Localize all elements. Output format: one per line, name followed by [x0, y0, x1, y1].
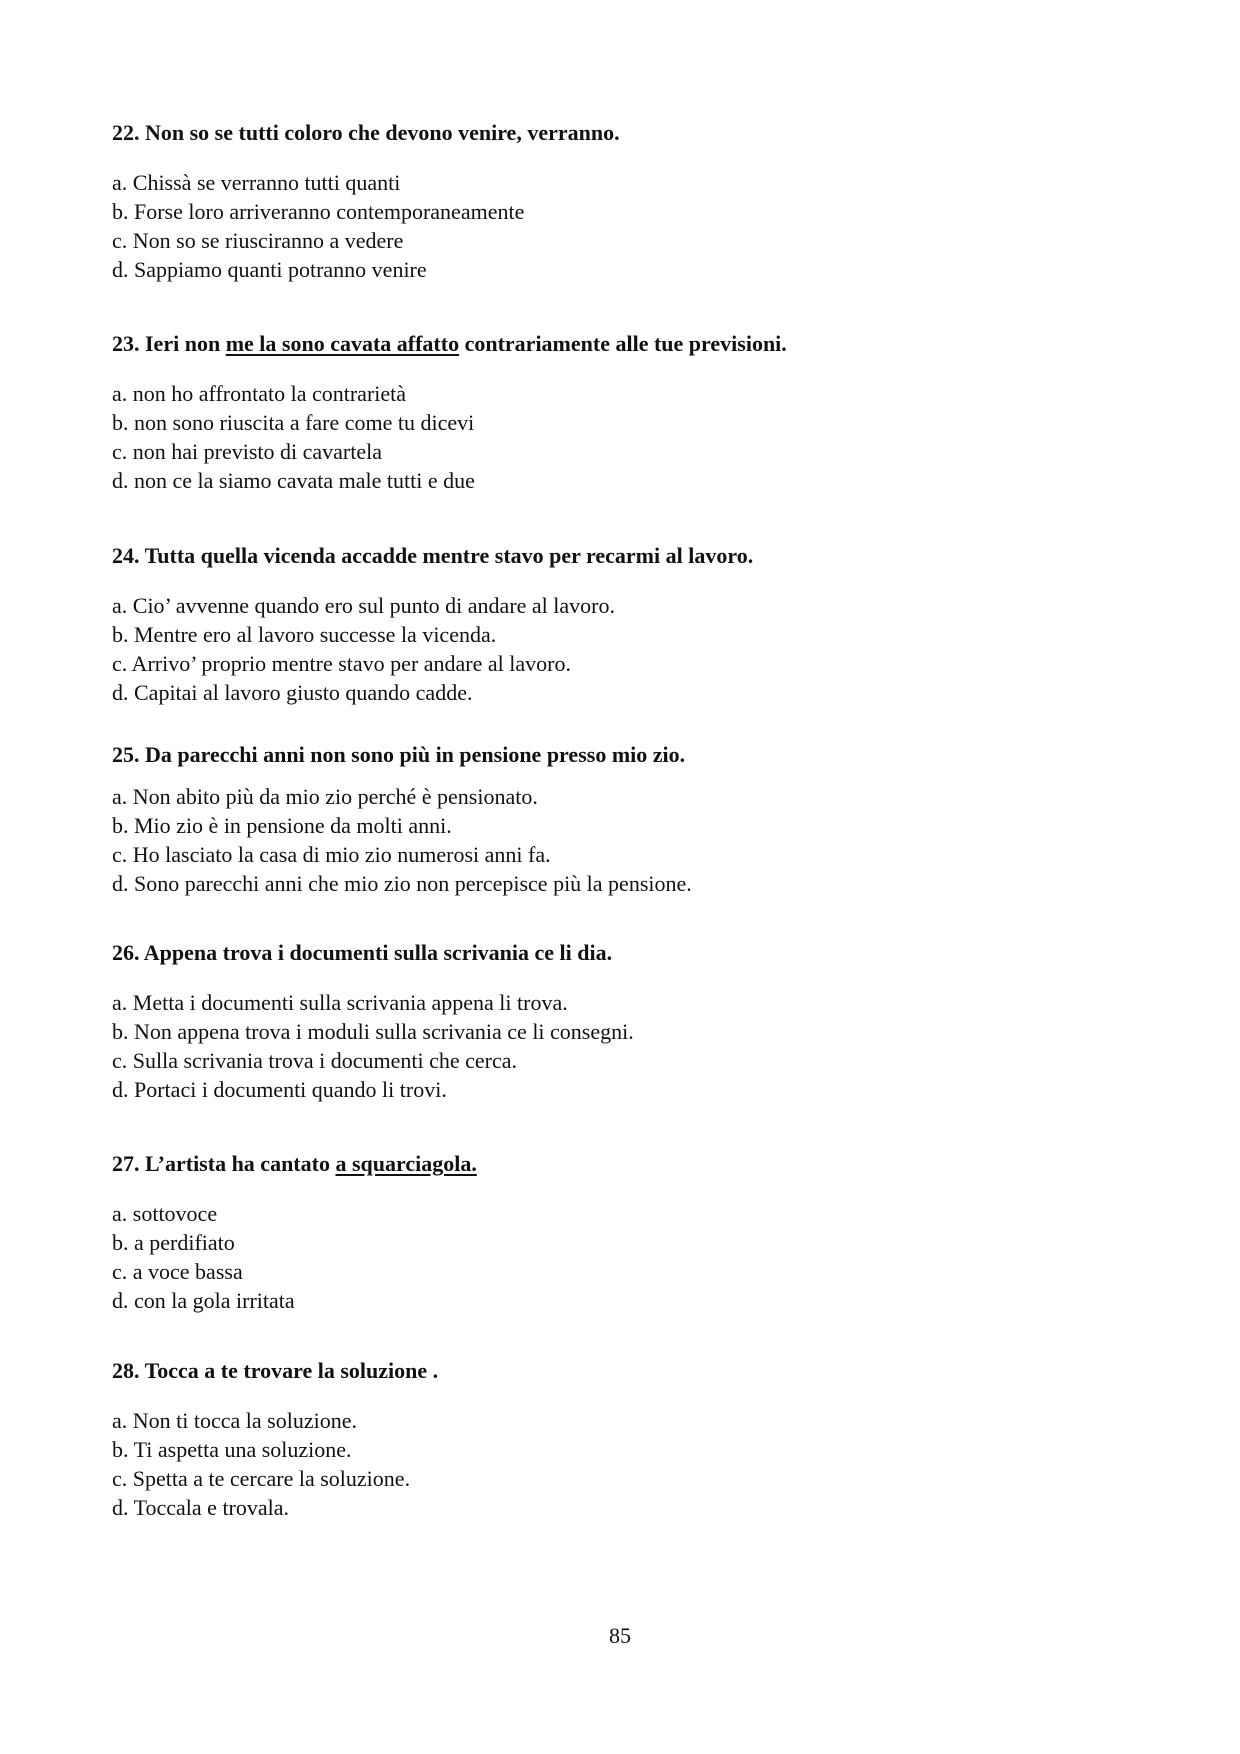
option-c: c. a voce bassa [112, 1259, 243, 1284]
question-23 [112, 331, 1152, 495]
answer-options [112, 782, 1152, 898]
option-b: b. a perdifiato [112, 1230, 235, 1255]
question-stem: 24. Tutta quella vicenda accadde mentre stavo per recarmi al lavoro. [112, 543, 754, 568]
option-c: c. Arrivo’ proprio mentre stavo per andare al lavoro. [112, 651, 571, 676]
option-b: b. Non appena trova i moduli sulla scrivania ce li consegni. [112, 1019, 634, 1044]
option-a: a. Non ti tocca la soluzione. [112, 1408, 357, 1433]
option-c: c. Sulla scrivania trova i documenti che cerca. [112, 1048, 517, 1073]
option-d: d. Sono parecchi anni che mio zio non percepisce più la pensione. [112, 871, 692, 896]
option-c: c. Non so se riusciranno a vedere [112, 228, 404, 253]
option-b: b. Mentre ero al lavoro successe la vicenda. [112, 622, 497, 647]
option-c: c. Spetta a te cercare la soluzione. [112, 1466, 411, 1491]
option-c: c. non hai previsto di cavartela [112, 439, 383, 464]
option-d: d. con la gola irritata [112, 1288, 295, 1313]
answer-options [112, 379, 1152, 495]
page-number: 85 [609, 1623, 631, 1648]
answer-options [112, 591, 1152, 707]
option-d: d. non ce la siamo cavata male tutti e due [112, 468, 475, 493]
option-a: a. sottovoce [112, 1201, 218, 1226]
question-stem: 23. Ieri non me la sono cavata affatto contrariamente alle tue previsioni. [112, 331, 787, 356]
underlined-expression: me la sono cavata affatto [225, 331, 460, 356]
option-a: a. Chissà se verranno tutti quanti [112, 170, 401, 195]
option-d: d. Capitai al lavoro giusto quando cadde. [112, 680, 473, 705]
question-28 [112, 1358, 1152, 1522]
option-d: d. Toccala e trovala. [112, 1495, 290, 1520]
answer-options [112, 168, 1152, 284]
option-a: a. Cio’ avvenne quando ero sul punto di andare al lavoro. [112, 593, 615, 618]
option-a: a. Non abito più da mio zio perché è pensionato. [112, 784, 538, 809]
question-27 [112, 1151, 1152, 1315]
question-stem: 25. Da parecchi anni non sono più in pensione presso mio zio. [112, 742, 686, 767]
option-b: b. Mio zio è in pensione da molti anni. [112, 813, 452, 838]
answer-options [112, 1199, 1152, 1315]
option-b: b. non sono riuscita a fare come tu dicevi [112, 410, 475, 435]
question-25 [112, 742, 1152, 898]
question-stem: 26. Appena trova i documenti sulla scrivania ce li dia. [112, 940, 613, 965]
option-a: a. non ho affrontato la contrarietà [112, 381, 407, 406]
question-22 [112, 120, 1152, 284]
question-26 [112, 940, 1152, 1104]
option-c: c. Ho lasciato la casa di mio zio numerosi anni fa. [112, 842, 551, 867]
option-b: b. Forse loro arriveranno contemporaneamente [112, 199, 525, 224]
answer-options [112, 988, 1152, 1104]
underlined-expression: a squarciagola. [335, 1151, 477, 1176]
option-d: d. Portaci i documenti quando li trovi. [112, 1077, 447, 1102]
question-stem: 28. Tocca a te trovare la soluzione . [112, 1358, 439, 1383]
question-24 [112, 543, 1152, 707]
question-stem: 27. L’artista ha cantato a squarciagola. [112, 1151, 477, 1176]
answer-options [112, 1406, 1152, 1522]
option-b: b. Ti aspetta una soluzione. [112, 1437, 352, 1462]
question-stem: 22. Non so se tutti coloro che devono venire, verranno. [112, 120, 620, 145]
option-d: d. Sappiamo quanti potranno venire [112, 257, 427, 282]
option-a: a. Metta i documenti sulla scrivania appena li trova. [112, 990, 568, 1015]
